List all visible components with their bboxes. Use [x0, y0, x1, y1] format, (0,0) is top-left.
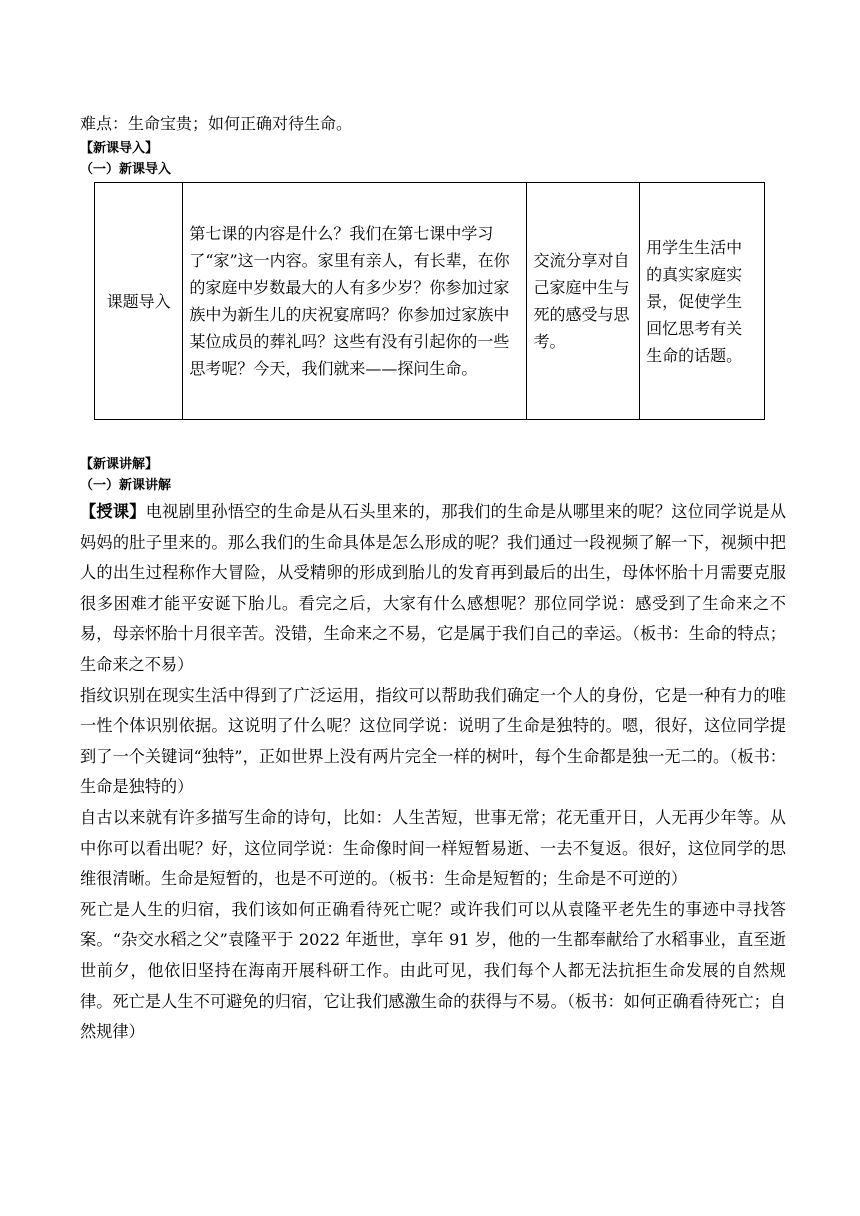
intro-table — [94, 182, 765, 420]
section-heading-lecture: 【新课讲解】 — [80, 457, 159, 472]
subheading-intro: （一）新课导入 — [80, 162, 172, 177]
difficulty-line: 难点：生命宝贵；如何正确对待生命。 — [80, 114, 353, 133]
paragraph-text: 电视剧里孙悟空的生命是从石头里来的，那我们的生命是从哪里来的呢？这位同学说是从妈妈的肚子里来的。那么我们的生命具体是怎么形成的呢？我们通过一段视频了解一下，视频中把人的出生过程称作大冒险，从受精卵的形成到胎儿的发育再到最后的出生，母体怀胎十月需要克服很多困难才能平安诞下胎儿。看完之后，大家有什么感想呢？那位同学说：感受到了生命来之不易，母亲怀胎十月很辛苦。没错，生命来之不易，它是属于我们自己的幸运。（板书：生命的特点；生命来之不易） — [80, 502, 787, 674]
section-heading-intro: 【新课导入】 — [80, 141, 159, 156]
subheading-lecture: （一）新课讲解 — [80, 478, 172, 493]
cell-stage: 课题导入 — [95, 183, 183, 420]
paragraph-uniqueness: 指纹识别在现实生活中得到了广泛运用，指纹可以帮助我们确定一个人的身份，它是一种有力的唯一性个体识别依据。这说明了什么呢？这位同学说：说明了生命是独特的。嗯，很好，这位同学提到了一个关键词“独特”，正如世界上没有两片完全一样的树叶，每个生命都是独一无二的。（板书：生命是独特的） — [80, 685, 786, 797]
lecture-tag: 【授课】 — [80, 502, 146, 521]
paragraph-brevity: 自古以来就有许多描写生命的诗句，比如：人生苦短，世事无常；花无重开日，人无再少年等。从中你可以看出呢？好，这位同学说：生命像时间一样短暂易逝、一去不复返。很好，这位同学的思维很清晰。生命是短暂的，也是不可逆的。（板书：生命是短暂的；生命是不可逆的） — [80, 807, 786, 889]
paragraph-birth — [80, 497, 786, 681]
paragraph-death: 死亡是人生的归宿，我们该如何正确看待死亡呢？或许我们可以从袁隆平老先生的事迹中寻找答案。“杂交水稻之父”袁隆平于 2022 年逝世，享年 91 岁，他的一生都奉献给了水稻事业，直至逝世前夕，他依旧坚持在海南开展科研工作。由此可见，我们每个人都无法抗拒生命发展的自然规律。死亡是人生不可避免的归宿，它让我们感激生命的获得与不易。（板书：如何正确看待死亡；自然规律） — [80, 899, 786, 1042]
cell-design-intent: 用学生生活中的真实家庭实景，促使学生回忆思考有关生命的话题。 — [640, 183, 765, 420]
cell-teacher-activity: 第七课的内容是什么？我们在第七课中学习了“家”这一内容。家里有亲人，有长辈，在你的家庭中岁数最大的人有多少岁？你参加过家族中为新生儿的庆祝宴席吗？你参加过家族中某位成员的葬礼吗？这些有没有引起你的一些思考呢？今天，我们就来——探问生命。 — [183, 183, 527, 420]
lecture-body — [80, 497, 786, 1048]
cell-student-activity: 交流分享对自己家庭中生与死的感受与思考。 — [527, 183, 640, 420]
table-row — [95, 183, 765, 420]
